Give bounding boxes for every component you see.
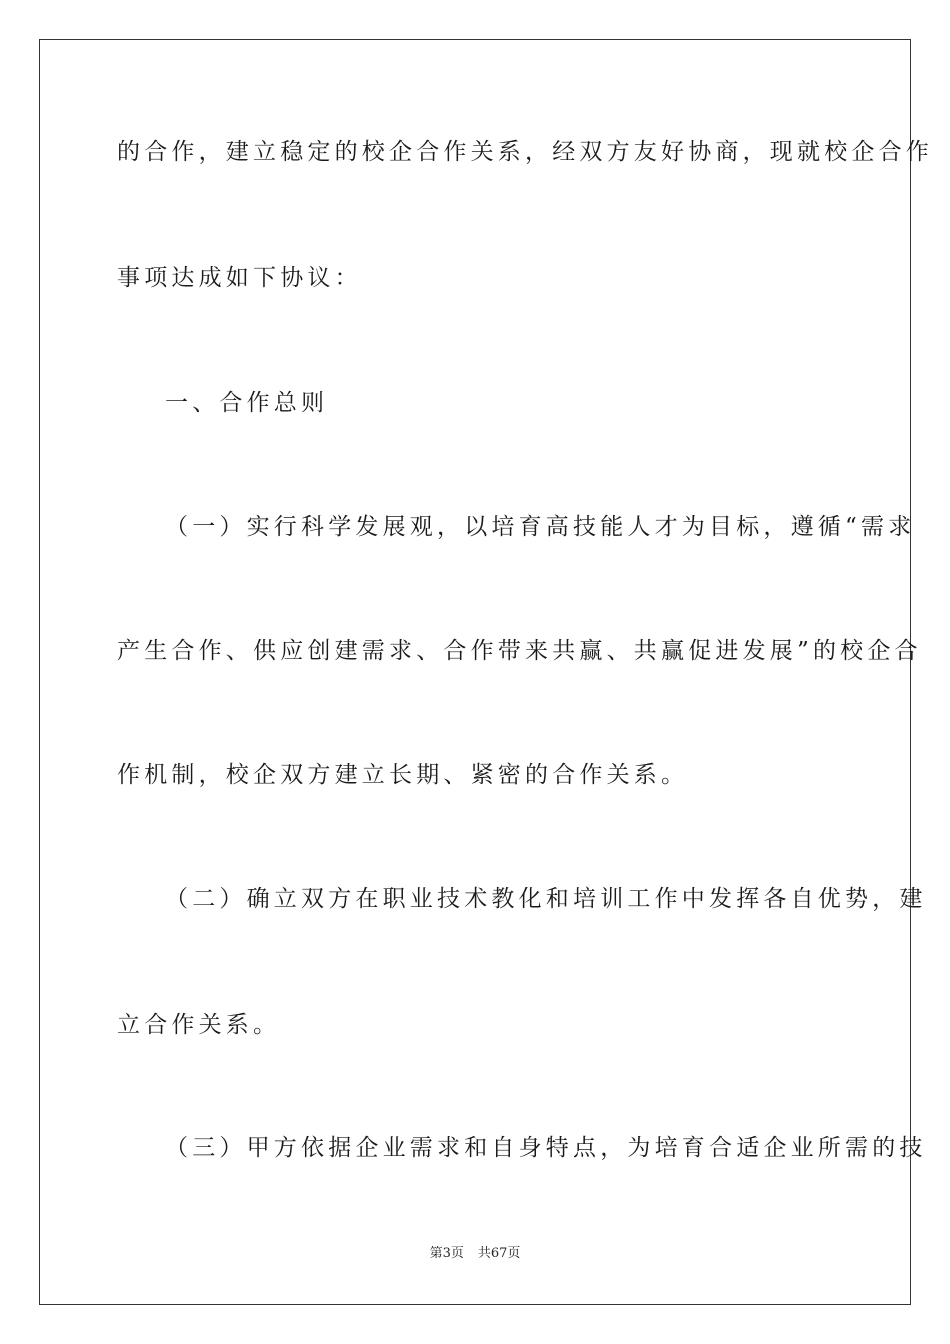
body-text-line: 的合作，建立稳定的校企合作关系，经双方友好协商，现就校企合作 (117, 139, 933, 165)
body-text-line: 事项达成如下协议： (117, 265, 362, 291)
page-footer (0, 1245, 950, 1263)
body-text-line: （二）确立双方在职业技术教化和培训工作中发挥各自优势，建 (165, 886, 927, 912)
body-text-line: 作机制，校企双方建立长期、紧密的合作关系。 (117, 762, 689, 788)
page-border (39, 39, 933, 1305)
body-text-line: 立合作关系。 (117, 1012, 281, 1038)
body-text-line: （三）甲方依据企业需求和自身特点，为培育合适企业所需的技 (165, 1135, 927, 1161)
body-text-line: 产生合作、供应创建需求、合作带来共赢、共赢促进发展”的校企合 (117, 638, 922, 664)
body-text-line: （一）实行科学发展观，以培育高技能人才为目标，遵循“需求 (165, 514, 916, 540)
total-pages: 共67页 (477, 1246, 521, 1261)
page-number: 第3页 (429, 1246, 464, 1261)
section-heading: 一、合作总则 (165, 390, 329, 416)
